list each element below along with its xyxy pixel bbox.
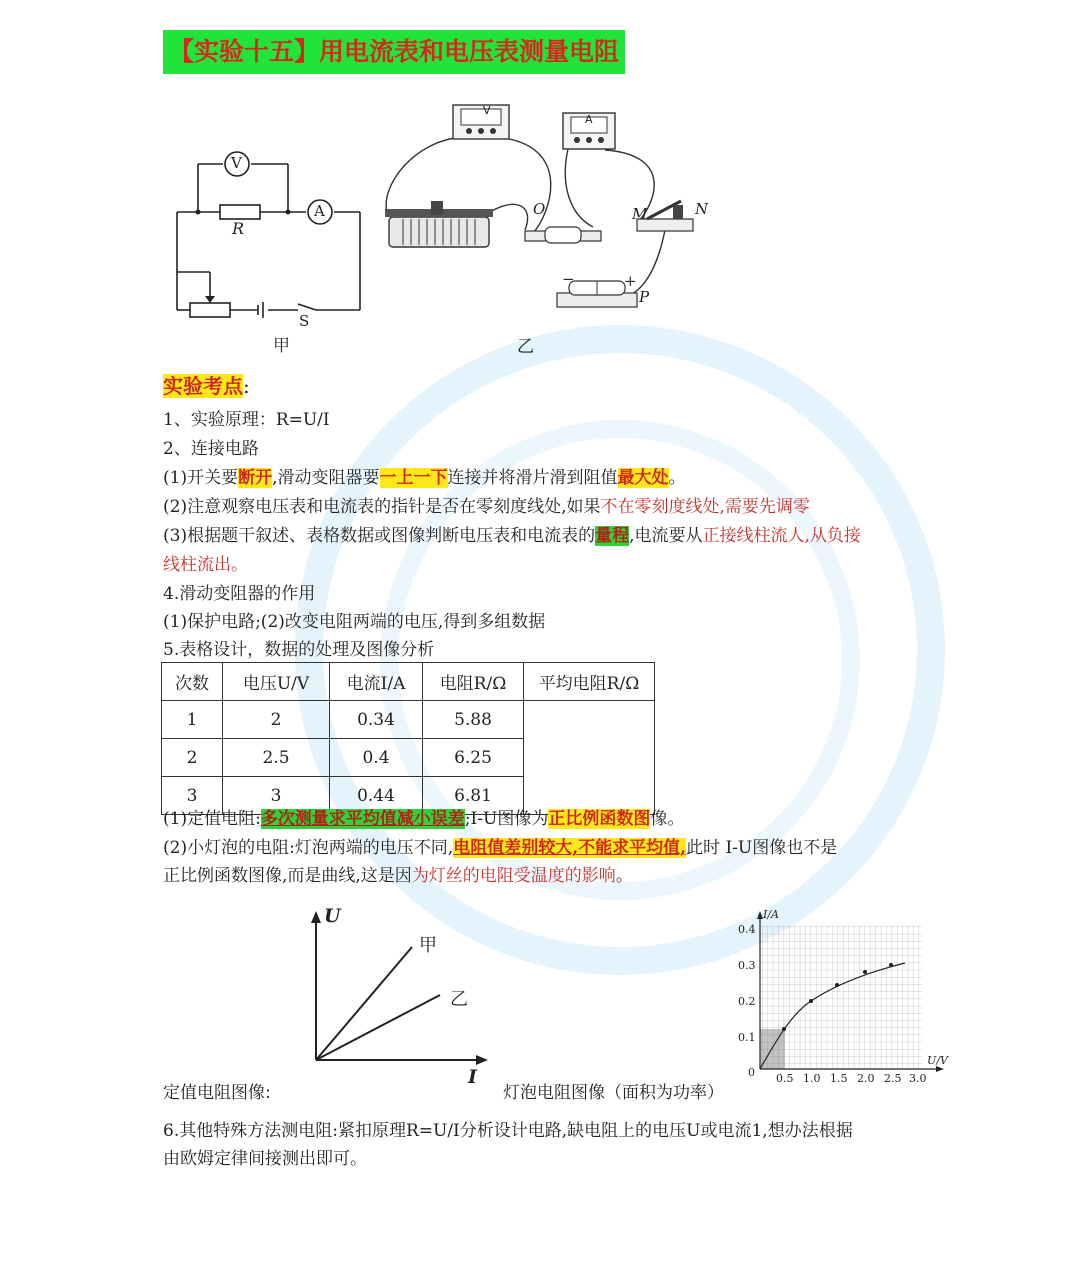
x-tick: 1.5: [830, 1072, 848, 1085]
line-label-yi: 乙: [450, 989, 468, 1010]
yi-ammeter-label: A: [585, 113, 593, 126]
jia-switch-label: S: [299, 312, 310, 330]
switch-rule-line: (1)开关要断开,滑动变阻器要一上一下连接并将滑片滑到阻值最大处。: [163, 468, 686, 488]
left-graph-x-label: I: [468, 1066, 477, 1088]
slider-arrow: [205, 296, 215, 303]
rheostat-role-heading: 4.滑动变阻器的作用: [163, 584, 316, 604]
zero-check-line: (2)注意观察电压表和电流表的指针是否在零刻度线处,如果不在零刻度线处,需要先调零: [163, 497, 810, 517]
special-method-line-cont: 由欧姆定律间接测出即可。: [163, 1149, 367, 1169]
x-tick: 2.0: [857, 1072, 875, 1085]
x-tick: 1.0: [803, 1072, 821, 1085]
y-tick: 0.4: [738, 923, 756, 936]
rheostat-role-line: (1)保护电路;(2)改变电阻两端的电压,得到多组数据: [163, 612, 546, 632]
ui-graph-fixed-resistor: [300, 905, 500, 1085]
fixed-resistor-line: (1)定值电阻:多次测量求平均值减小误差;I-U图像为正比例函数图像。: [163, 809, 685, 829]
rheostat-device: [385, 201, 493, 247]
circuit-diagram-jia: [160, 140, 380, 360]
left-graph-y-label: U: [324, 905, 341, 927]
terminal-p-label: P: [639, 288, 650, 306]
section-heading-text: 实验考点: [163, 374, 243, 398]
highlight-max: 最大处: [617, 468, 669, 488]
highlight-no-average: 电阻值差别较大,不能求平均值,: [453, 838, 687, 858]
highlight-average: 多次测量求平均值减小误差: [260, 809, 465, 829]
jia-resistor-label: R: [232, 219, 245, 238]
jia-ammeter-label: A: [314, 202, 325, 220]
table-design-line: 5.表格设计，数据的处理及图像分析: [163, 640, 435, 660]
yi-voltmeter-label: V: [483, 104, 491, 117]
table-row: 1 2 0.34 5.88: [162, 701, 655, 739]
x-tick: 3.0: [909, 1072, 927, 1085]
right-graph-x-label: U/V: [927, 1054, 948, 1067]
figure-caption-yi: 乙: [517, 337, 534, 357]
table-row: 3 3 0.44 6.81: [162, 777, 655, 815]
battery-negative-label: −: [562, 270, 575, 288]
highlight-one-up-one-down: 一上一下: [379, 468, 448, 488]
table-row: 2 2.5 0.4 6.25: [162, 739, 655, 777]
bulb-resistance-line-cont: 正比例函数图像,而是曲线,这是因为灯丝的电阻受温度的影响。: [163, 866, 633, 886]
x-tick: 0.5: [776, 1072, 794, 1085]
battery-positive-label: +: [624, 272, 637, 290]
data-table: [161, 662, 655, 815]
highlight-range: 量程: [595, 526, 630, 546]
table-header-row: 次数 电压U/V 电流I/A 电阻R/Ω 平均电阻R/Ω: [162, 663, 655, 701]
terminal-n-label: N: [695, 200, 709, 218]
x-tick: 2.5: [884, 1072, 902, 1085]
line-label-jia: 甲: [419, 935, 437, 956]
voltmeter-device: [453, 105, 509, 139]
figure-caption-jia: 甲: [273, 336, 290, 356]
bulb-resistance-line: (2)小灯泡的电阻:灯泡两端的电压不同,电阻值差别较大,不能求平均值,此时 I-U图像也不是: [163, 838, 838, 858]
fixed-resistor-graph-caption: 定值电阻图像:: [163, 1083, 271, 1103]
highlight-open: 断开: [238, 468, 273, 488]
terminal-o-label: O: [533, 200, 546, 218]
range-line-cont: 线柱流出。: [163, 555, 248, 575]
highlight-proportional: 正比例函数图: [548, 809, 651, 829]
jia-voltmeter-label: V: [231, 154, 242, 172]
terminal-m-label: M: [632, 205, 648, 223]
iu-graph-bulb: [735, 905, 955, 1090]
right-graph-y-label: I/A: [763, 908, 779, 921]
apparatus-diagram-yi: [375, 95, 720, 325]
y-tick: 0.3: [738, 959, 756, 972]
connect-circuit-line: 2、连接电路: [163, 439, 259, 459]
average-resistance-cell: [524, 701, 655, 815]
section-heading: [163, 370, 250, 399]
y-tick: 0.1: [738, 1031, 756, 1044]
bulb-graph-caption: 灯泡电阻图像（面积为功率）: [503, 1083, 724, 1103]
range-line: (3)根据题干叙述、表格数据或图像判断电压表和电流表的量程,电流要从正接线柱流人,从负接: [163, 526, 861, 546]
special-method-line: 6.其他特殊方法测电阻:紧扣原理R=U/I分析设计电路,缺电阻上的电压U或电流1,想办法根据: [163, 1121, 853, 1141]
principle-line: 1、实验原理：R=U/I: [163, 410, 330, 430]
right-graph-origin: 0: [748, 1066, 755, 1079]
page-title: 【实验十五】用电流表和电压表测量电阻: [163, 30, 625, 74]
section-heading-colon: :: [243, 374, 250, 398]
y-tick: 0.2: [738, 995, 756, 1008]
